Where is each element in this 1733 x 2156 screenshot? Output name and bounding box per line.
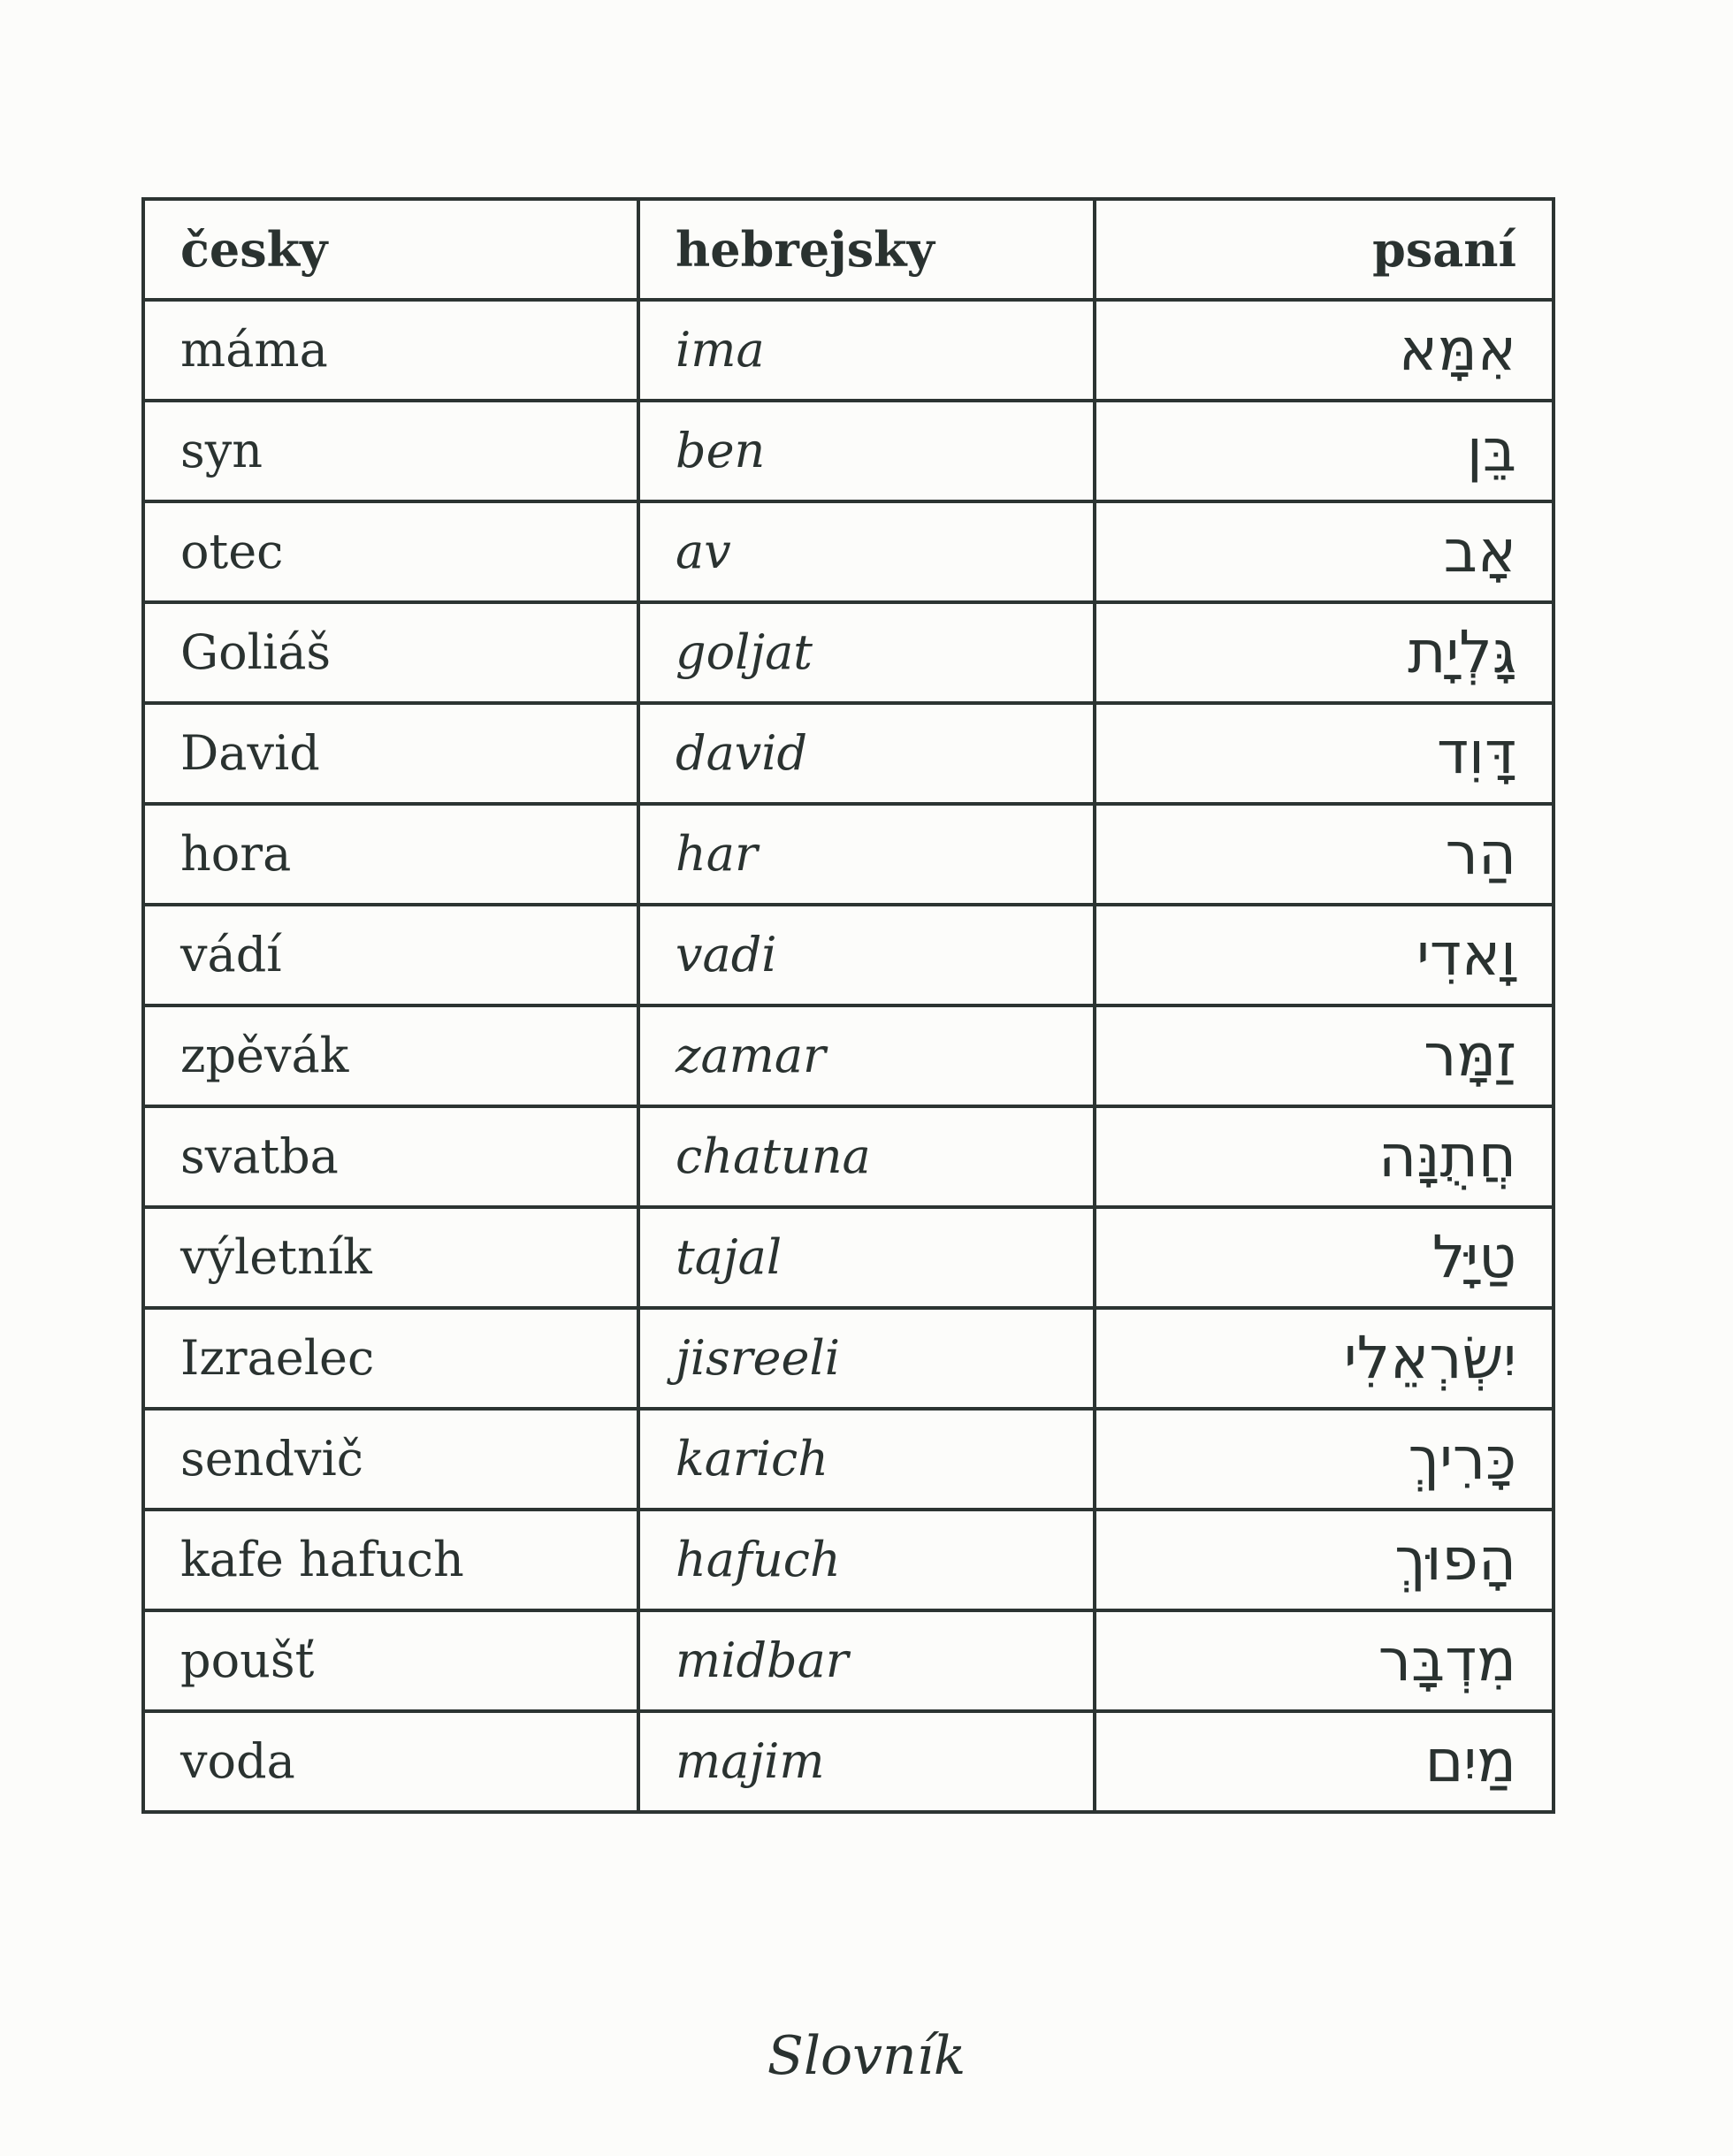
transliteration: har	[638, 804, 1095, 905]
table-row	[143, 1610, 1554, 1711]
transliteration: zamar	[638, 1005, 1095, 1106]
table-row	[143, 905, 1554, 1005]
transliteration: jisreeli	[638, 1308, 1095, 1409]
hebrew-word: חֲתֻנָּה	[1095, 1106, 1554, 1207]
czech-word: svatba	[143, 1106, 638, 1207]
table-body	[143, 300, 1554, 1812]
hebrew-word: טַיָּל	[1095, 1207, 1554, 1308]
transliteration: majim	[638, 1711, 1095, 1812]
hebrew-word: מִדְבָּר	[1095, 1610, 1554, 1711]
table-row	[143, 300, 1554, 401]
header-hebrew-script: psaní	[1095, 199, 1554, 300]
hebrew-word: יִשְׂרְאֵלִי	[1095, 1308, 1554, 1409]
hebrew-word: הַר	[1095, 804, 1554, 905]
transliteration: chatuna	[638, 1106, 1095, 1207]
transliteration: hafuch	[638, 1510, 1095, 1610]
czech-word: voda	[143, 1711, 638, 1812]
czech-word: syn	[143, 401, 638, 501]
hebrew-word: אָב	[1095, 501, 1554, 602]
czech-word: vádí	[143, 905, 638, 1005]
czech-word: sendvič	[143, 1409, 638, 1510]
transliteration: vadi	[638, 905, 1095, 1005]
czech-word: výletník	[143, 1207, 638, 1308]
hebrew-word: גָּלְיָת	[1095, 602, 1554, 703]
table-row	[143, 804, 1554, 905]
czech-word: zpěvák	[143, 1005, 638, 1106]
hebrew-word: אִמָּא	[1095, 300, 1554, 401]
czech-word: máma	[143, 300, 638, 401]
header-czech: česky	[143, 199, 638, 300]
transliteration: david	[638, 703, 1095, 804]
hebrew-word: זַמָּר	[1095, 1005, 1554, 1106]
page-caption: Slovník	[767, 2025, 966, 2087]
czech-word: hora	[143, 804, 638, 905]
table-row	[143, 1510, 1554, 1610]
table-row	[143, 1711, 1554, 1812]
czech-word: David	[143, 703, 638, 804]
transliteration: ben	[638, 401, 1095, 501]
table-row	[143, 703, 1554, 804]
transliteration: ima	[638, 300, 1095, 401]
czech-word: poušť	[143, 1610, 638, 1711]
table-row	[143, 1207, 1554, 1308]
hebrew-word: בֵּן	[1095, 401, 1554, 501]
czech-word: Goliáš	[143, 602, 638, 703]
czech-word: kafe hafuch	[143, 1510, 638, 1610]
table-row	[143, 1409, 1554, 1510]
vocabulary-table	[141, 197, 1555, 1814]
transliteration: midbar	[638, 1610, 1095, 1711]
hebrew-word: וָאדִי	[1095, 905, 1554, 1005]
table-row	[143, 1106, 1554, 1207]
transliteration: karich	[638, 1409, 1095, 1510]
table-row	[143, 1005, 1554, 1106]
table-row	[143, 1308, 1554, 1409]
table-row	[143, 401, 1554, 501]
hebrew-word: דָּוִד	[1095, 703, 1554, 804]
transliteration: av	[638, 501, 1095, 602]
czech-word: Izraelec	[143, 1308, 638, 1409]
transliteration: goljat	[638, 602, 1095, 703]
table-row	[143, 501, 1554, 602]
table-header-row	[143, 199, 1554, 300]
czech-word: otec	[143, 501, 638, 602]
header-hebrew-transliteration: hebrejsky	[638, 199, 1095, 300]
hebrew-word: כָּרִיךְ	[1095, 1409, 1554, 1510]
hebrew-word: מַיִם	[1095, 1711, 1554, 1812]
table-row	[143, 602, 1554, 703]
hebrew-word: הָפוּךְ	[1095, 1510, 1554, 1610]
transliteration: tajal	[638, 1207, 1095, 1308]
